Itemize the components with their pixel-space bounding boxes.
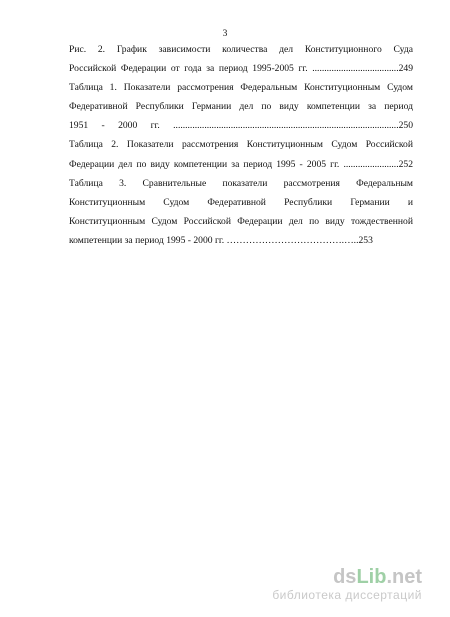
toc-entry-line: Таблица 3. Сравнительные показатели рассмотрения Федеральным bbox=[69, 177, 413, 189]
logo-ds-text: ds bbox=[333, 566, 357, 588]
toc-entry-line: Конституционным Судом Российской Федерации дел по виду тождественной bbox=[69, 215, 413, 227]
toc-entry-table-3 bbox=[69, 174, 413, 250]
toc-entry-line: Конституционным Судом Федеративной Республики Германии и bbox=[69, 196, 413, 208]
toc-entry-line: Таблица 2. Показатели рассмотрения Конституционным Судом Российской bbox=[69, 139, 413, 151]
page-number: 3 bbox=[222, 29, 228, 39]
logo-lib-text: Lib bbox=[356, 566, 387, 588]
toc-entry-line: Федеративной Республики Германии дел по виду компетенции за период bbox=[69, 101, 413, 113]
table-of-contents bbox=[69, 40, 413, 250]
watermark-tagline: библиотека диссертаций bbox=[272, 588, 422, 602]
toc-entry-line: Таблица 1. Показатели рассмотрения Федеральным Конституционным Судом bbox=[69, 82, 413, 94]
logo-net-text: .net bbox=[386, 566, 422, 588]
toc-entry-line: Рис. 2. График зависимости количества дел Конституционного Суда bbox=[69, 44, 413, 55]
dslib-logo bbox=[272, 566, 422, 588]
toc-entry-table-2 bbox=[69, 135, 413, 173]
toc-entry-line: 1951 - 2000 гг. ..............................................................................................250 bbox=[69, 120, 413, 132]
toc-entry-line: Федерации дел по виду компетенции за период 1995 - 2005 гг. .......................252 bbox=[69, 158, 413, 170]
toc-entry-figure-2 bbox=[69, 40, 413, 78]
toc-entry-line: компетенции за период 1995 - 2000 гг. ……………………………….…..253 bbox=[69, 234, 373, 246]
dslib-watermark bbox=[272, 566, 422, 602]
toc-entry-table-1 bbox=[69, 78, 413, 135]
toc-entry-line: Российской Федерации от года за период 1995-2005 гг. ....................................249 bbox=[69, 63, 413, 75]
